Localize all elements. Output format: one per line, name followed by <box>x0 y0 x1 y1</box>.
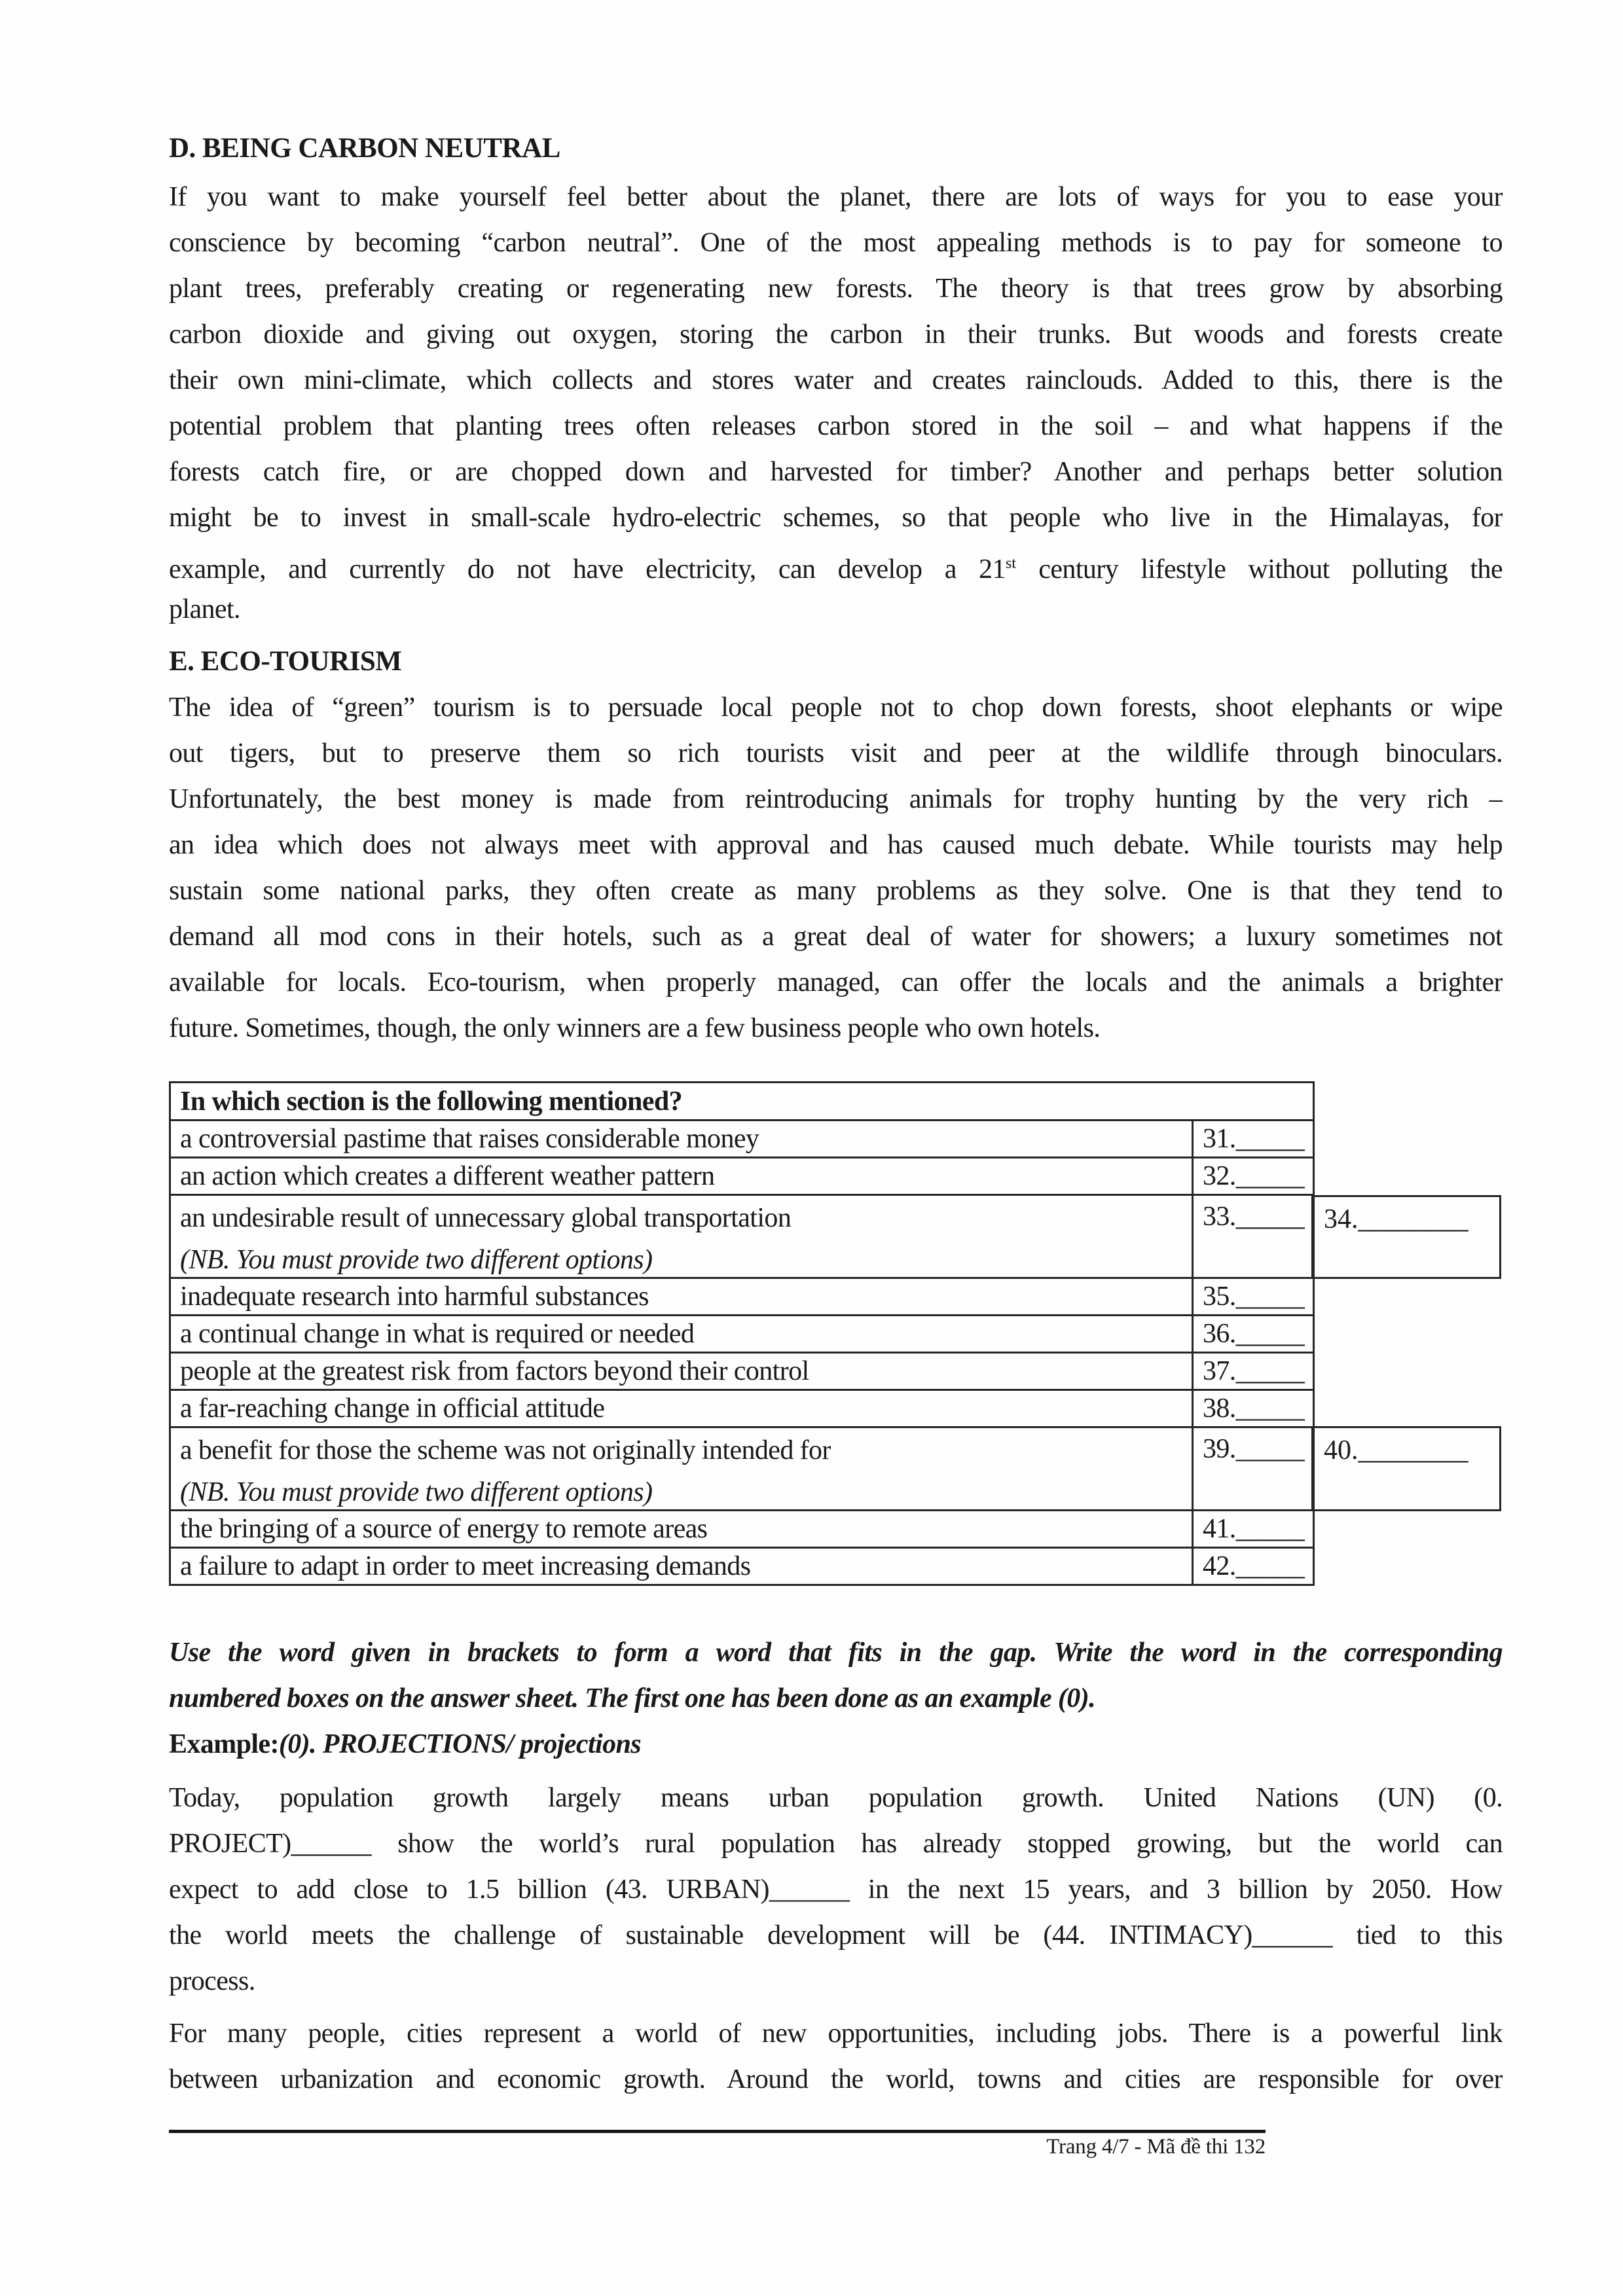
gapfill-paragraph <box>169 1775 1503 2004</box>
paragraph-line: conscience by becoming “carbon neutral”. One of the most appealing methods is to pay for someone to <box>169 228 1503 258</box>
example-value: (0). PROJECTIONS/ projections <box>278 1729 641 1759</box>
table-row <box>170 1195 1314 1278</box>
instruction-line: numbered boxes on the answer sheet. The first one has been done as an example (0). <box>169 1683 1095 1713</box>
section-e-paragraph <box>169 685 1503 1051</box>
table-row <box>170 1158 1314 1195</box>
paragraph-line: sustain some national parks, they often create as many problems as they solve. One is that they tend to <box>169 876 1503 906</box>
answer-cell <box>1193 1548 1314 1585</box>
answer-blank: _____ <box>1235 1202 1305 1232</box>
answer-blank: _____ <box>1235 1514 1305 1544</box>
paragraph-line: plant trees, preferably creating or regenerating new forests. The theory is that trees grow by absorbing <box>169 274 1503 304</box>
paragraph-line: process. <box>169 1966 255 1996</box>
answer-blank: _____ <box>1235 1434 1305 1464</box>
paragraph-line: The idea of “green” tourism is to persuade local people not to chop down forests, shoot elephants or wipe <box>169 692 1503 723</box>
table-row <box>170 1548 1314 1585</box>
paragraph-line: carbon dioxide and giving out oxygen, storing the carbon in their trunks. But woods and forests create <box>169 319 1503 350</box>
answer-number: 31. <box>1203 1124 1236 1154</box>
paragraph-line: their own mini-climate, which collects and stores water and creates rainclouds. Added to this, there is the <box>169 365 1503 395</box>
paragraph-line: between urbanization and economic growth. Around the world, towns and cities are responsible for over <box>169 2064 1503 2094</box>
table-row <box>170 1121 1314 1158</box>
prompt-cell <box>170 1427 1193 1511</box>
answer-cell <box>1193 1316 1314 1353</box>
answer-cell <box>1193 1121 1314 1158</box>
answer-cell <box>1193 1353 1314 1390</box>
table-row <box>170 1278 1314 1316</box>
table-row <box>170 1511 1314 1548</box>
answer-blank: _____ <box>1235 1551 1305 1581</box>
table-row <box>170 1427 1314 1511</box>
answer-cell <box>1193 1427 1314 1511</box>
answer-blank: _____ <box>1235 1319 1305 1349</box>
prompt-cell: people at the greatest risk from factors beyond their control <box>170 1353 1193 1390</box>
answer-blank: _____ <box>1235 1161 1305 1191</box>
paragraph-line-gap: PROJECT)______ show the world’s rural population has already stopped growing, but the world can <box>169 1829 1503 1859</box>
answer-cell <box>1193 1158 1314 1195</box>
answer-blank: _____ <box>1235 1124 1305 1154</box>
matching-table <box>169 1081 1315 1586</box>
table-row <box>170 1390 1314 1427</box>
answer-number: 36. <box>1203 1319 1236 1349</box>
answer-number: 42. <box>1203 1551 1236 1581</box>
answer-number: 32. <box>1203 1161 1236 1191</box>
prompt-cell: the bringing of a source of energy to remote areas <box>170 1511 1193 1548</box>
answer-number: 35. <box>1203 1282 1236 1312</box>
table-row <box>170 1316 1314 1353</box>
wordform-instructions <box>169 1630 1503 1767</box>
paragraph-line: available for locals. Eco-tourism, when properly managed, can offer the locals and the animals a brighter <box>169 967 1503 997</box>
answer-number: 41. <box>1203 1514 1236 1544</box>
answer-blank: ________ <box>1358 1204 1468 1234</box>
side-answer-box-34 <box>1311 1195 1501 1279</box>
nb-note: (NB. You must provide two different options) <box>180 1477 653 1507</box>
prompt-cell <box>170 1195 1193 1278</box>
line-part: century lifestyle without polluting the <box>1016 554 1503 584</box>
answer-number: 34. <box>1324 1204 1359 1234</box>
paragraph-line: forests catch fire, or are chopped down and harvested for timber? Another and perhaps better solution <box>169 457 1503 487</box>
closing-paragraph <box>169 2011 1503 2102</box>
paragraph-line: demand all mod cons in their hotels, such as a great deal of water for showers; a luxury sometimes not <box>169 922 1503 952</box>
paragraph-line-superscript <box>169 541 1503 586</box>
example-label: Example: <box>169 1729 279 1759</box>
answer-blank: _____ <box>1235 1282 1305 1312</box>
superscript-st: st <box>1005 554 1017 572</box>
answer-number: 38. <box>1203 1393 1236 1424</box>
prompt-cell: an action which creates a different weather pattern <box>170 1158 1193 1195</box>
answer-cell <box>1193 1390 1314 1427</box>
paragraph-line: For many people, cities represent a world of new opportunities, including jobs. There is a powerful link <box>169 2018 1503 2049</box>
answer-number: 33. <box>1203 1202 1236 1232</box>
paragraph-line: out tigers, but to preserve them so rich tourists visit and peer at the wildlife through binoculars. <box>169 738 1503 768</box>
prompt-cell: inadequate research into harmful substances <box>170 1278 1193 1316</box>
footer-page-label: Trang 4/7 - Mã đề thi 132 <box>1046 2135 1266 2159</box>
prompt-text: a benefit for those the scheme was not originally intended for <box>180 1435 831 1465</box>
answer-cell <box>1193 1195 1314 1278</box>
paragraph-line: future. Sometimes, though, the only winners are a few business people who own hotels. <box>169 1013 1101 1043</box>
answer-number: 37. <box>1203 1356 1236 1386</box>
answer-blank: _____ <box>1235 1393 1305 1424</box>
prompt-cell: a controversial pastime that raises considerable money <box>170 1121 1193 1158</box>
section-d-paragraph <box>169 174 1503 632</box>
section-e-heading: E. ECO-TOURISM <box>169 646 402 677</box>
prompt-cell: a failure to adapt in order to meet increasing demands <box>170 1548 1193 1585</box>
side-answer-box-40 <box>1311 1426 1501 1511</box>
answer-blank: ________ <box>1358 1435 1468 1465</box>
table-header: In which section is the following mentioned? <box>170 1083 1314 1121</box>
paragraph-line-gap: expect to add close to 1.5 billion (43. URBAN)______ in the next 15 years, and 3 billion by 2050. How <box>169 1874 1503 1905</box>
prompt-cell: a far-reaching change in official attitude <box>170 1390 1193 1427</box>
answer-cell <box>1193 1511 1314 1548</box>
line-part: example, and currently do not have electricity, can develop a 21 <box>169 554 1006 584</box>
answer-blank: _____ <box>1235 1356 1305 1386</box>
paragraph-line-gap: the world meets the challenge of sustainable development will be (44. INTIMACY)______ tied to this <box>169 1920 1503 1950</box>
table-row <box>170 1353 1314 1390</box>
instruction-line: Use the word given in brackets to form a word that fits in the gap. Write the word in the corresponding <box>169 1638 1503 1668</box>
paragraph-line: If you want to make yourself feel better about the planet, there are lots of ways for you to ease your <box>169 182 1503 212</box>
paragraph-line: an idea which does not always meet with approval and has caused much debate. While tourists may help <box>169 830 1503 860</box>
answer-number: 40. <box>1324 1435 1359 1465</box>
paragraph-line: might be to invest in small-scale hydro-electric schemes, so that people who live in the Himalayas, for <box>169 503 1503 533</box>
paragraph-line: Today, population growth largely means urban population growth. United Nations (UN) (0. <box>169 1783 1503 1813</box>
example-line <box>169 1721 1503 1767</box>
prompt-cell: a continual change in what is required or needed <box>170 1316 1193 1353</box>
answer-number: 39. <box>1203 1434 1236 1464</box>
paragraph-line: Unfortunately, the best money is made from reintroducing animals for trophy hunting by the very rich – <box>169 784 1503 814</box>
section-d-heading: D. BEING CARBON NEUTRAL <box>169 133 560 164</box>
paragraph-line: potential problem that planting trees often releases carbon stored in the soil – and what happens if the <box>169 411 1503 441</box>
nb-note: (NB. You must provide two different options) <box>180 1245 653 1275</box>
answer-cell <box>1193 1278 1314 1316</box>
footer-divider <box>169 2130 1266 2133</box>
table-header-row <box>170 1083 1314 1121</box>
prompt-text: an undesirable result of unnecessary global transportation <box>180 1203 792 1233</box>
paragraph-line: planet. <box>169 594 240 624</box>
